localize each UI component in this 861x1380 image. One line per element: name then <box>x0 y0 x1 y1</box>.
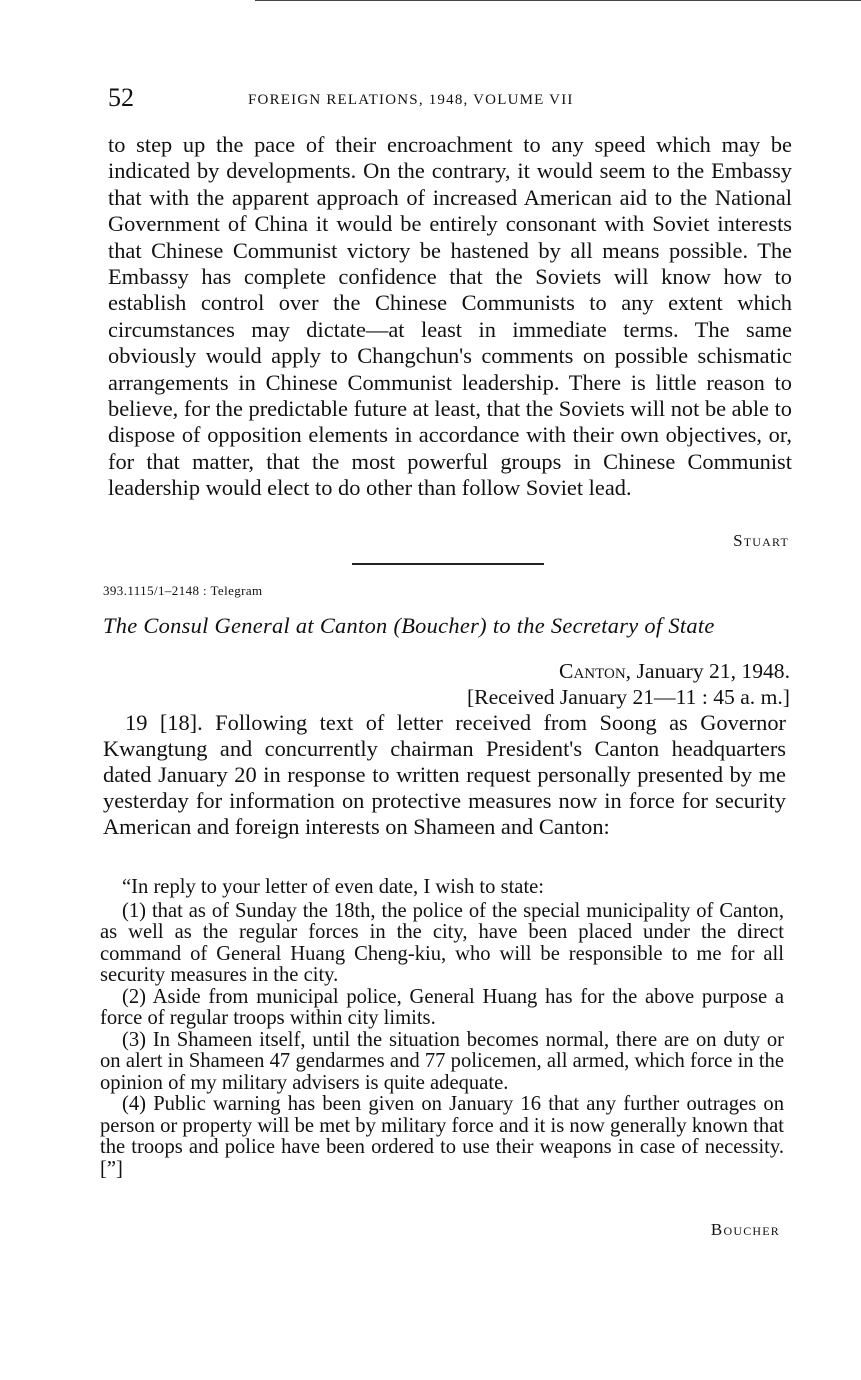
file-reference: 393.1115/1–2148 : Telegram <box>103 583 263 598</box>
continuation-paragraph: to step up the pace of their encroachment to any speed which may be indicated by developments. On the contrary, it would seem to the Embassy that with the apparent approach of increased American aid to the National Government of China it would be entirely consonant with Soviet interests that Chinese Communist victory be hastened by all means possible. The Embassy has complete confidence that the Soviets will know how to establish control over the Chinese Communists to any extent which circumstances may dictate—at least in immediate terms. The same obviously would apply to Changchun's comments on possible schismatic arrangements in Chinese Communist leadership. There is little reason to believe, for the predictable future at least, that the Soviets will not be able to dispose of opposition elements in accordance with their own objectives, or, for that matter, that the most powerful groups in Chinese Communist leadership would elect to do other than follow Soviet lead. <box>108 132 792 501</box>
received-line: [Received January 21—11 : 45 a. m.] <box>466 685 790 709</box>
section-separator <box>352 563 544 565</box>
running-header <box>108 83 798 115</box>
running-title: FOREIGN RELATIONS, 1948, VOLUME VII <box>248 92 574 108</box>
dateline-date: , January 21, 1948. <box>625 659 790 683</box>
quote-opening: “In reply to your letter of even date, I wish to state: <box>122 876 545 898</box>
quote-item-2: (2) Aside from municipal police, General Huang has for the above purpose a force of regular troops within city limits. <box>100 985 784 1029</box>
quote-item-3: (3) In Shameen itself, until the situation becomes normal, there are on duty or on alert in Shameen 47 gendarmes and 77 policemen, all armed, which force in the opinion of my military advisers is quite adequate. <box>100 1028 784 1094</box>
telegram-intro-text: . Following text of letter received from Soong as Governor Kwangtung and concurrently chairman President's Canton headquarters dated January 20 in response to written request personally presented by me yesterday for information on protective measures now in force for security American and foreign interests on Shameen and Canton: <box>103 710 787 840</box>
quote-item-4: (4) Public warning has been given on January 16 that any further outrages on person or property will be met by military force and it is now generally known that the troops and police have been ordered to use their weapons in case of necessity.[”] <box>100 1093 784 1180</box>
telegram-intro-paragraph <box>103 710 786 840</box>
document-title: The Consul General at Canton (Boucher) to the Secretary of State <box>103 613 715 638</box>
dateline <box>290 658 790 684</box>
signature-stuart: Stuart <box>733 531 789 550</box>
quote-item-1: (1) that as of Sunday the 18th, the police of the special municipality of Canton, as well as the regular forces in the city, have been placed under the direct command of General Huang Cheng-kiu, who will be responsible to me for all security measures in the city. <box>100 899 784 986</box>
signature-boucher: Boucher <box>710 1220 780 1239</box>
top-edge-rule <box>255 0 861 1</box>
page-number: 52 <box>108 83 134 112</box>
telegram-number: 19 [18] <box>125 710 198 735</box>
quoted-letter <box>100 877 784 1180</box>
dateline-place: Canton <box>559 659 626 683</box>
